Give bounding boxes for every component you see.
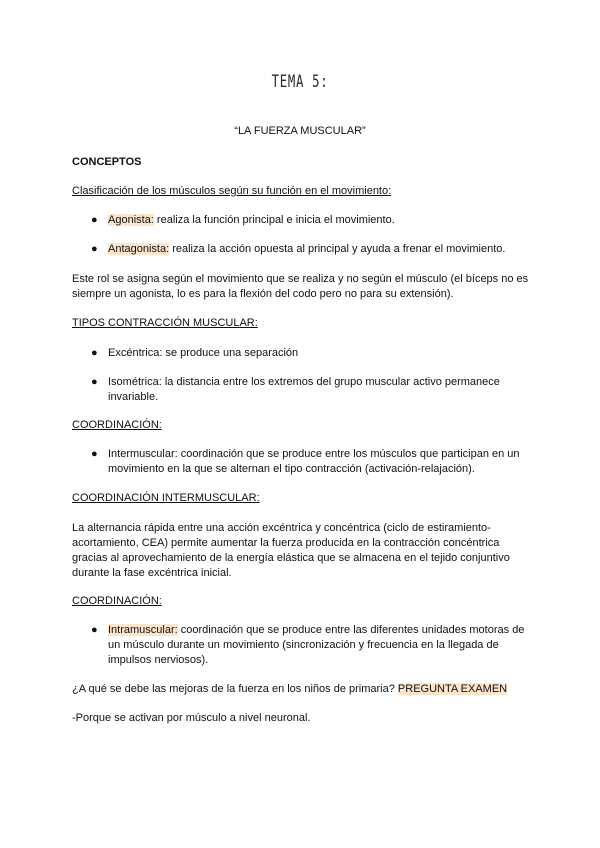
bullet-icon: ● bbox=[91, 214, 98, 226]
clasificacion-heading: Clasificación de los músculos según su función en el movimiento: bbox=[72, 185, 392, 197]
rol-paragraph: Este rol se asigna según el movimiento que se realiza y no según el músculo (el bíceps no es siempre un agonista, lo es para la flexión del codo pero no para su extensión). bbox=[72, 273, 529, 300]
coordinacion-heading-2: COORDINACIÓN: bbox=[72, 595, 162, 607]
list-item bbox=[91, 242, 534, 257]
list-item bbox=[91, 447, 534, 477]
bullet-icon: ● bbox=[91, 347, 98, 359]
coord-inter-paragraph: La alternancia rápida entre una acción excéntrica y concéntrica (ciclo de estiramiento-acortamiento, CEA) permite aumentar la fuerza producida en la contracción concéntrica gracias al aprovechamiento de la energía elástica que se almacena en el tejido conjuntivo durante la fase excéntrica inicial. bbox=[72, 522, 510, 579]
bullet-icon: ● bbox=[91, 624, 98, 636]
coord-inter-heading: COORDINACIÓN INTERMUSCULAR: bbox=[72, 492, 260, 504]
list-item-text: realiza la función principal e inicia el movimiento. bbox=[153, 214, 395, 226]
conceptos-heading: CONCEPTOS bbox=[72, 156, 142, 168]
term-highlight: Agonista: bbox=[108, 214, 154, 226]
document-subtitle: “LA FUERZA MUSCULAR” bbox=[234, 125, 366, 137]
page-title: TEMA 5: bbox=[271, 72, 329, 92]
question-text: ¿A qué se debe las mejoras de la fuerza en los niños de primaria? bbox=[72, 683, 398, 695]
list-item-text: realiza la acción opuesta al principal y ayuda a frenar el movimiento. bbox=[169, 243, 506, 255]
tipos-heading: TIPOS CONTRACCIÓN MUSCULAR: bbox=[72, 317, 258, 329]
answer-text: -Porque se activan por músculo a nivel neuronal. bbox=[72, 712, 311, 724]
exam-tag: PREGUNTA EXAMEN bbox=[397, 683, 508, 695]
list-item bbox=[91, 346, 534, 361]
list-item bbox=[91, 623, 534, 668]
term-highlight: Antagonista: bbox=[108, 243, 170, 255]
exam-question bbox=[72, 682, 534, 697]
list-item bbox=[91, 375, 534, 405]
list-item bbox=[91, 213, 534, 228]
list-item-text: Intermuscular: coordinación que se produce entre los músculos que participan en un movimiento en la que se alternan el tipo contracción (activación-relajación). bbox=[108, 448, 520, 475]
coordinacion-heading: COORDINACIÓN: bbox=[72, 419, 162, 431]
list-item-text: Isométrica: la distancia entre los extremos del grupo muscular activo permanece invariable. bbox=[108, 376, 500, 403]
bullet-icon: ● bbox=[91, 448, 98, 460]
term-highlight: Intramuscular: bbox=[108, 624, 178, 636]
bullet-icon: ● bbox=[91, 243, 98, 255]
bullet-icon: ● bbox=[91, 376, 98, 388]
list-item-text: Excéntrica: se produce una separación bbox=[108, 347, 299, 359]
list-item-text: coordinación que se produce entre las diferentes unidades motoras de un músculo durante un movimiento (sincronización y frecuencia en la llegada de impulsos nerviosos). bbox=[108, 624, 525, 666]
